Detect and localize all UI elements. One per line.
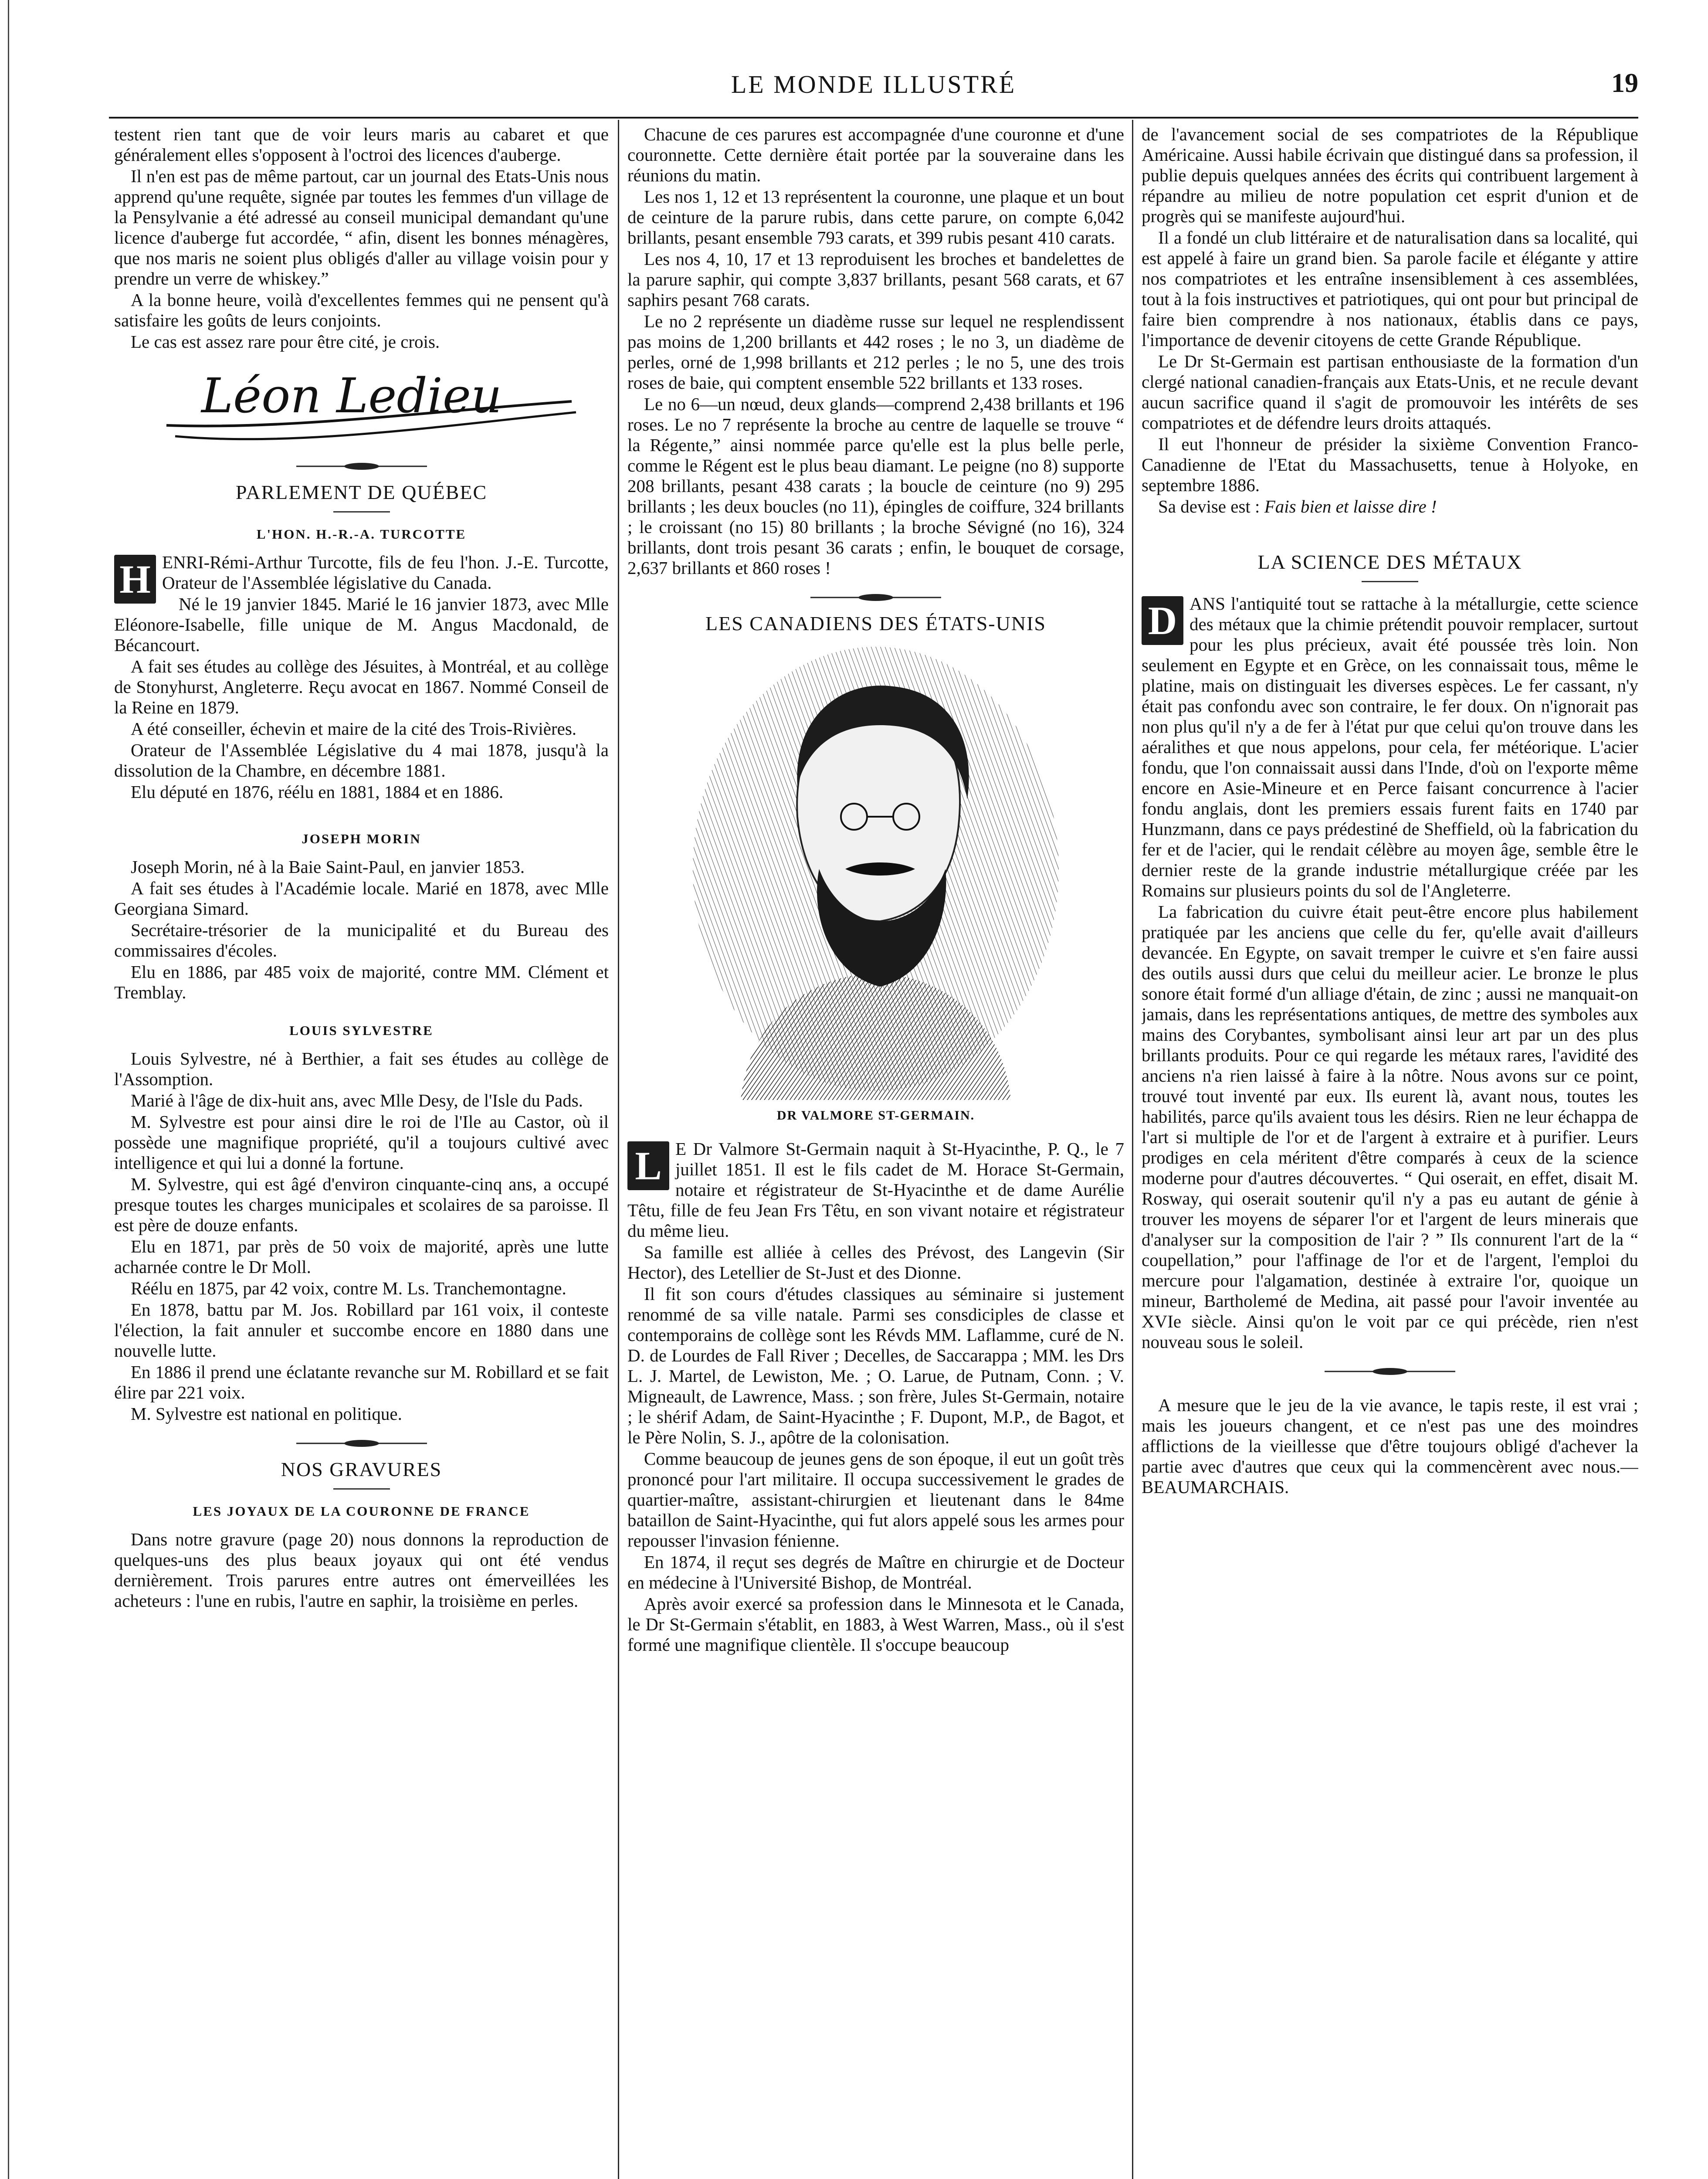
- paragraph: Les nos 4, 10, 17 et 13 reproduisent les broches et bandelettes de la parure saphir, qui compte 3,837 brillants, pesant 568 carats, et 67 saphirs pesant 768 carats.: [627, 249, 1124, 310]
- paragraph: Joseph Morin, né à la Baie Saint-Paul, en janvier 1853.: [131, 857, 525, 877]
- paragraph: Réélu en 1875, par 42 voix, contre M. Ls. Tranchemontagne.: [131, 1278, 566, 1298]
- paragraph: Sa famille est alliée à celles des Prévost, des Langevin (Sir Hector), des Letellier de St-Just et des Dionne.: [627, 1242, 1124, 1283]
- section-ornament: [627, 588, 1124, 605]
- paragraph: Le no 2 représente un diadème russe sur lequel ne resplendissent pas moins de 1,200 brillants et 442 roses ; le no 3, un diadème de perles, orné de 1,998 brillants et 212 perles ; le no 5, une des trois roses de baie, qui comptent ensemble 522 brillants et 133 roses.: [627, 311, 1124, 393]
- section-title-science: LA SCIENCE DES MÉTAUX: [1257, 551, 1522, 573]
- section-title-gravures: NOS GRAVURES: [281, 1458, 442, 1480]
- paragraph: Après avoir exercé sa profession dans le Minnesota et le Canada, le Dr St-Germain s'établit, en 1883, à West Warren, Mass., où il s'est formé une magnifique clientèle. Il s'occupe beaucoup: [627, 1594, 1124, 1655]
- paragraph: [114, 552, 609, 601]
- paragraph: [1142, 594, 1638, 901]
- paragraph: Les nos 1, 12 et 13 représentent la couronne, une plaque et un bout de ceinture de la parure rubis, dans cette parure, on compte 6,042 brillants, pesant ensemble 793 carats, et 399 rubis pesant 410 carats.: [627, 187, 1124, 248]
- paragraph: Il eut l'honneur de présider la sixième Convention Franco-Canadienne de l'Etat du Massachusetts, tenue à Holyoke, en septembre 1886.: [1142, 434, 1638, 495]
- paragraph: Il n'en est pas de même partout, car un journal des Etats-Unis nous apprend qu'une requête, signée par toutes les femmes d'un village de la Pensylvanie a été adressé au conseil municipal demandant qu'une licence d'auberge fut accordée, “ afin, disent les bonnes ménagères, que nos maris ne soient plus obligés d'aller au village voisin pour y prendre un verre de whiskey.”: [114, 166, 609, 288]
- drop-cap: D: [1142, 596, 1183, 645]
- paragraph: Comme beaucoup de jeunes gens de son époque, il eut un goût très prononcé pour l'art militaire. Il occupa successivement le grades de quartier-maître, assistant-chirurgien et lieutenant dans le 84me bataillon de Saint-Hyacinthe, qui fut alors appelé sous les armes pour repousser l'invasion fénienne.: [627, 1449, 1124, 1551]
- quote-paragraph: [1142, 1395, 1638, 1497]
- short-rule: [333, 1488, 390, 1490]
- paragraph: de l'avancement social de ses compatriotes de la République Américaine. Aussi habile écrivain que distingué dans sa profession, il publie depuis quelques années des écrits qui contribuent largement à répandre au milieu de notre population cet esprit d'union et de progrès qui se manifeste aujourd'hui.: [1142, 124, 1638, 226]
- column-divider-2: [1132, 120, 1133, 2179]
- drop-cap: L: [627, 1141, 669, 1190]
- header-rule: [109, 117, 1638, 119]
- paragraph: A fait ses études au collège des Jésuites, à Montréal, et au collège de Stonyhurst, Angleterre. Reçu avocat en 1867. Nommé Conseil de la Reine en 1879.: [114, 656, 609, 717]
- signature-text: Léon Ledieu: [201, 368, 502, 424]
- paragraph: Orateur de l'Assemblée Législative du 4 mai 1878, jusqu'à la dissolution de la Chambre, en décembre 1881.: [114, 740, 609, 781]
- subsection-joyaux: LES JOYAUX DE LA COURONNE DE FRANCE: [193, 1504, 530, 1519]
- paragraph: Né le 19 janvier 1845. Marié le 16 janvier 1873, avec Mlle Eléonore-Isabelle, fille unique de M. Angus Macdonald, de Bécancourt.: [114, 594, 609, 655]
- paragraph: Le no 6—un nœud, deux glands—comprend 2,438 brillants et 196 roses. Le no 7 représente la broche au centre de laquelle se trouve “ la Régente,” ainsi nommée parce qu'elle est la plus belle perle, comme le Régent est le plus beau diamant. Le peigne (no 8) supporte 208 brillants, pesant 438 carats ; la boucle de ceinture (no 9) 295 brillants ; les deux boucles (no 11), épingles de coiffure, 324 brillants ; le croissant (no 15) 80 brillants ; la broche Sévigné (no 16), 324 brillants, dont trois pesant 36 carats ; enfin, le bouquet de corsage, 2,637 brillants et 860 roses !: [627, 394, 1124, 578]
- column-1: [114, 124, 609, 2179]
- paragraph: M. Sylvestre est pour ainsi dire le roi de l'Ile au Castor, où il possède une magnifique propriété, qu'il a toujours cultivé avec intelligence et qui lui a donné la fortune.: [114, 1112, 609, 1173]
- paragraph: Elu en 1886, par 485 voix de majorité, contre MM. Clément et Tremblay.: [114, 962, 609, 1002]
- paragraph: [627, 1139, 1124, 1241]
- paragraph: La fabrication du cuivre était peut-être encore plus habilement pratiquée par les anciens que celle du fer, qu'elle avait d'ailleurs devancée. En Egypte, on savait tremper le cuivre et s'en faire aussi des outils aussi durs que celui du meilleur acier. Le bronze le plus sonore était formé d'un alliage d'étain, de zinc ; aussi ne manquait-on jamais, dans les représentations antiques, de mettre des symboles aux mains des Corybantes, symbolisant ainsi leur art par un des plus brillants produits. Pour ce qui regarde les métaux rares, l'avidité des anciens n'a rien laissé à faire à la nôtre. Nous avons sur ce point, trouvé tout inventé par eux. Ils eurent là, avant nous, toutes les habilités, parce qu'ils avaient tous les désirs. Rien ne leur échappa de l'art si multiple de l'or et de l'argent à extraire et à purifier. Leurs prodiges en cela méritent d'être comparés à ceux de la science moderne pour d'autres découvertes. “ Qui oserait, en effet, disait M. Rosway, qui oserait soutenir qu'il n'y a pas eu autant de génie à trouver les moyens de séparer l'or et l'argent de leurs minerais que d'analyser sur la composition de l'air ? ” Ils connurent l'art de la “ coupellation,” pour l'affinage de l'or et de l'argent, l'emploi du mercure pour l'algamation, destinée à extraire l'or, quoique un mineur, Bartholemé de Medina, ait passé pour l'avoir inventée au XVIe siècle. Ainsi qu'on le voit par ce qui précède, rien n'est nouveau sous le soleil.: [1142, 902, 1638, 1352]
- section-ornament: [114, 1434, 609, 1451]
- portrait-engraving: [688, 642, 1063, 1100]
- paragraph: A fait ses études à l'Académie locale. Marié en 1878, avec Mlle Georgiana Simard.: [114, 878, 609, 919]
- paragraph: Secrétaire-trésorier de la municipalité et du Bureau des commissaires d'écoles.: [114, 920, 609, 961]
- paragraph: En 1878, battu par M. Jos. Robillard par 161 voix, il conteste l'élection, la fait annuler et succombe encore en 1880 dans une nouvelle lutte.: [114, 1300, 609, 1361]
- subsection-sylvestre: LOUIS SYLVESTRE: [289, 1023, 434, 1038]
- portrait-image: [688, 642, 1063, 1100]
- paragraph: Elu en 1871, par près de 50 voix de majorité, après une lutte acharnée contre le Dr Moll.: [114, 1236, 609, 1277]
- subsection-morin: JOSEPH MORIN: [302, 831, 421, 846]
- section-title-parlement: PARLEMENT DE QUÉBEC: [235, 481, 488, 503]
- paragraph: Dans notre gravure (page 20) nous donnons la reproduction de quelques-uns des plus beaux joyaux qui ont été vendus dernièrement. Trois parures entre autres ont émerveillées les acheteurs : l'une en rubis, l'autre en saphir, la troisième en perles.: [114, 1529, 609, 1611]
- section-ornament: [114, 457, 609, 474]
- quote-text: A mesure que le jeu de la vie avance, le tapis reste, il est vrai ; mais les joueurs changent, et ce n'est pas une des moindres afflictions de la vieillesse que d'être toujours obligé d'achever la partie avec d'autres que ceux qui la commencèrent avec nous.: [1142, 1395, 1638, 1476]
- paragraph: Marié à l'âge de dix-huit ans, avec Mlle Desy, de l'Isle du Pads.: [131, 1090, 583, 1110]
- short-rule: [1362, 581, 1418, 582]
- paragraph: En 1886 il prend une éclatante revanche sur M. Robillard et se fait élire par 221 voix.: [114, 1362, 609, 1402]
- portrait-caption: DR VALMORE ST-GERMAIN.: [776, 1108, 975, 1123]
- column-2: [627, 124, 1124, 2179]
- signature-image: [114, 360, 609, 447]
- paragraph: Il fit son cours d'études classiques au séminaire si justement renommé de sa ville natale. Parmi ses consdiciples de classe et contemporains de collège sont les Révds MM. Laflamme, curé de N. D. de Lourdes de Fall River ; Decelles, de Saccarappa ; MM. les Drs L. J. Martel, de Lewiston, Me. ; O. Larue, de Putnam, Conn. ; V. Migneault, de Lawrence, Mass. ; son frère, Jules St-Germain, notaire ; le shérif Adam, de Saint-Hyacinthe ; F. Dupont, M.P., de Bagot, et le Père Nolin, S. J., apôtre de la colonisation.: [627, 1284, 1124, 1447]
- paragraph: [1142, 496, 1638, 517]
- paragraph: Le Dr St-Germain est partisan enthousiaste de la formation d'un clergé national canadien-français aux Etats-Unis, et ne recule devant aucun sacrifice quand il s'agit de promouvoir les intérêts de ses compatriotes et de défendre leurs droits attaqués.: [1142, 351, 1638, 433]
- paragraph-text: E Dr Valmore St-Germain naquit à St-Hyacinthe, P. Q., le 7 juillet 1851. Il est le fils cadet de M. Horace St-Germain, notaire et régistrateur de St-Hyacinthe et de dame Aurélie Têtu, fille de feu Jean Frs Têtu, en son vivant notaire et régistrateur du même lieu.: [627, 1139, 1124, 1241]
- paragraph: Chacune de ces parures est accompagnée d'une couronne et d'une couronnette. Cette dernière était portée par la souveraine dans les réunions du matin.: [627, 124, 1124, 185]
- drop-cap: H: [114, 555, 156, 604]
- section-ornament: [1142, 1362, 1638, 1379]
- paragraph-text: ANS l'antiquité tout se rattache à la métallurgie, cette science des métaux que la chimie prétendit pouvoir remplacer, surtout pour les plus précieux, avait été poussée très loin. Non seulement en Egypte et en Grèce, on les connaissait tous, même le platine, mais on distinguait les diverses espèces. Le fer cassant, n'y était pas confondu avec son contraire, le fer doux. On n'ignorait pas non plus qu'il n'y a de fer à l'état pur que celui qu'on trouve dans les aéralithes et que nous appelons, pour cela, fer météorique. L'acier fondu, que l'on connaissait aussi dans l'Inde, d'où on l'exporte même encore en Asie-Mineure et en Perce faisant concurrence à l'acier fondu anglais, dont les premiers essais furent faits en 1740 par Hunzmann, dans ce pays prédestiné de Sheffield, où la fabrication du fer et de l'acier, qui le rendait célèbre au moyen âge, semble être le dernier reste de la grande industrie métallurgique créée par les Romains sur plusieurs points du sol de l'Angleterre.: [1142, 594, 1638, 900]
- column-3: [1142, 124, 1638, 2179]
- paragraph: testent rien tant que de voir leurs maris au cabaret et que généralement elles s'opposent à l'octroi des licences d'auberge.: [114, 124, 609, 165]
- paragraph: A été conseiller, échevin et maire de la cité des Trois-Rivières.: [131, 719, 577, 739]
- paragraph: A la bonne heure, voilà d'excellentes femmes qui ne pensent qu'à satisfaire les goûts de leurs conjoints.: [114, 290, 609, 330]
- section-title-canadiens: LES CANADIENS DES ÉTATS-UNIS: [705, 612, 1046, 635]
- paragraph: M. Sylvestre, qui est âgé d'environ cinquante-cinq ans, a occupé presque toutes les charges municipales et scolaires de sa paroisse. Il est père de douze enfants.: [114, 1174, 609, 1235]
- masthead-title: LE MONDE ILLUSTRÉ: [731, 70, 1017, 98]
- column-divider-1: [618, 120, 619, 2179]
- quote-author: —BEAUMARCHAIS.: [1142, 1456, 1638, 1497]
- paragraph: En 1874, il reçut ses degrés de Maître en chirurgie et de Docteur en médecine à l'Université Bishop, de Montréal.: [627, 1552, 1124, 1592]
- motto-prefix: Sa devise est :: [1158, 496, 1264, 516]
- author-signature: [114, 360, 609, 447]
- page-number: 19: [1611, 68, 1638, 98]
- paragraph: Il a fondé un club littéraire et de naturalisation dans sa localité, qui est appelé à faire un grand bien. Sa parole facile et élégante y attire nos compatriotes et les entraîne insensiblement à ces assemblées, tout à la fois instructives et patriotiques, qui ont pour but principal de faire bien comprendre à nos nationaux, établis dans ce pays, l'importance de devenir citoyens de cette Grande République.: [1142, 227, 1638, 350]
- short-rule: [333, 511, 390, 513]
- paragraph-text: ENRI-Rémi-Arthur Turcotte, fils de feu l'hon. J.-E. Turcotte, Orateur de l'Assemblée législative du Canada.: [162, 552, 609, 593]
- paragraph: Elu député en 1876, réélu en 1881, 1884 et en 1886.: [131, 782, 504, 802]
- subsection-turcotte: L'HON. H.-R.-A. TURCOTTE: [256, 526, 467, 542]
- page-header: [109, 52, 1638, 109]
- paragraph: Le cas est assez rare pour être cité, je crois.: [131, 332, 440, 352]
- page-edge-line: [8, 0, 9, 2179]
- motto: Fais bien et laisse dire !: [1264, 496, 1437, 516]
- paragraph: M. Sylvestre est national en politique.: [131, 1404, 402, 1424]
- paragraph: Louis Sylvestre, né à Berthier, a fait ses études au collège de l'Assomption.: [114, 1049, 609, 1089]
